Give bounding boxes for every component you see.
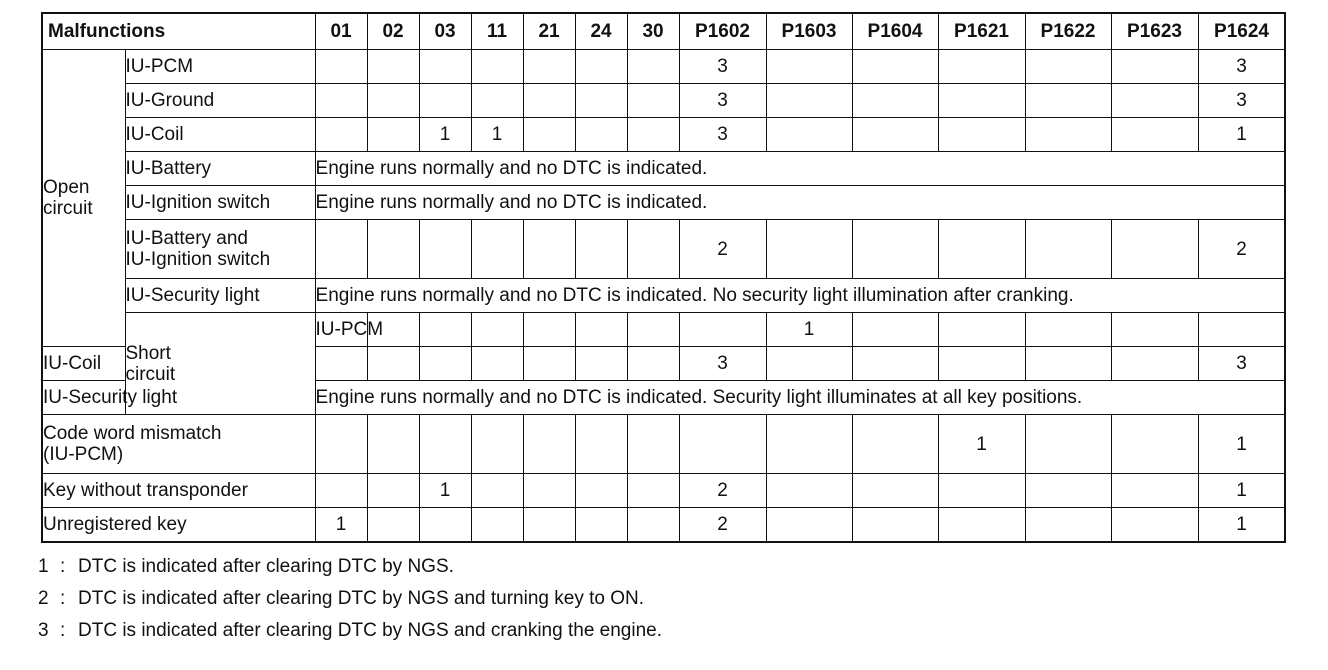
table-cell <box>627 118 679 152</box>
code-header: 03 <box>419 13 471 50</box>
table-cell <box>852 474 938 508</box>
code-header: P1624 <box>1198 13 1285 50</box>
table-cell <box>1111 313 1198 347</box>
table-cell <box>367 84 419 118</box>
row-note: Engine runs normally and no DTC is indicated. Security light illuminates at all key positions. <box>315 381 1285 415</box>
table-cell <box>315 50 367 84</box>
table-cell <box>1025 50 1111 84</box>
row-label: IU-PCM <box>315 313 367 347</box>
table-cell <box>367 508 419 543</box>
table-cell <box>679 313 766 347</box>
legend-separator: : <box>60 620 66 641</box>
table-cell <box>766 84 852 118</box>
table-cell <box>367 50 419 84</box>
table-cell: 2 <box>679 508 766 543</box>
legend-item <box>38 556 454 578</box>
row-note: Engine runs normally and no DTC is indicated. <box>315 152 1285 186</box>
table-cell <box>315 474 367 508</box>
table-cell <box>419 50 471 84</box>
table-cell <box>938 313 1025 347</box>
table-cell <box>852 313 938 347</box>
row-label-line: IU-Battery and <box>125 228 248 249</box>
code-header: 02 <box>367 13 419 50</box>
code-header: 30 <box>627 13 679 50</box>
legend-text: DTC is indicated after clearing DTC by NGS. <box>78 556 454 577</box>
table-row <box>42 508 1285 543</box>
table-cell <box>575 474 627 508</box>
row-label: Key without transponder <box>42 474 315 508</box>
table-row <box>42 50 1285 84</box>
row-label-line: Code word mismatch <box>43 423 222 444</box>
table-cell <box>1025 415 1111 474</box>
table-cell <box>938 50 1025 84</box>
table-cell: 3 <box>679 347 766 381</box>
row-note: Engine runs normally and no DTC is indicated. No security light illumination after cranking. <box>315 279 1285 313</box>
table-cell <box>419 415 471 474</box>
table-cell: 3 <box>679 118 766 152</box>
table-cell: 1 <box>1198 508 1285 543</box>
table-cell <box>315 415 367 474</box>
table-cell <box>471 474 523 508</box>
row-label-line: IU-Ignition switch <box>125 249 271 270</box>
table-cell <box>938 347 1025 381</box>
row-label: IU-Coil <box>125 118 315 152</box>
table-cell <box>766 508 852 543</box>
table-row <box>42 186 1285 220</box>
table-cell: 3 <box>1198 50 1285 84</box>
table-cell <box>766 118 852 152</box>
table-cell: 3 <box>1198 347 1285 381</box>
table-cell <box>1025 347 1111 381</box>
table-cell: 1 <box>419 474 471 508</box>
table-cell <box>627 220 679 279</box>
table-cell <box>315 84 367 118</box>
table-cell <box>766 50 852 84</box>
header-row <box>42 13 1285 50</box>
table-cell <box>1111 347 1198 381</box>
table-cell <box>1025 313 1111 347</box>
table-cell <box>523 50 575 84</box>
table-cell <box>766 474 852 508</box>
table-cell <box>419 84 471 118</box>
legend-number: 3 <box>38 620 49 641</box>
table-cell <box>471 415 523 474</box>
table-cell <box>575 50 627 84</box>
dtc-malfunction-table <box>41 12 1286 543</box>
table-cell <box>766 347 852 381</box>
table-cell: 3 <box>1198 84 1285 118</box>
table-cell <box>367 118 419 152</box>
table-cell <box>471 220 523 279</box>
table-cell <box>315 118 367 152</box>
malfunctions-header: Malfunctions <box>42 13 315 50</box>
legend-number: 2 <box>38 588 49 609</box>
table-cell <box>1025 84 1111 118</box>
table-cell <box>852 50 938 84</box>
table-row <box>42 279 1285 313</box>
table-row <box>42 415 1285 474</box>
table-cell <box>575 313 627 347</box>
table-cell <box>523 313 575 347</box>
table-cell <box>471 508 523 543</box>
table-cell <box>1025 474 1111 508</box>
table-cell <box>1025 508 1111 543</box>
code-header: 21 <box>523 13 575 50</box>
table-cell <box>627 474 679 508</box>
row-label: IU-Ignition switch <box>125 186 315 220</box>
legend-number: 1 <box>38 556 49 577</box>
table-cell <box>938 474 1025 508</box>
table-cell <box>852 508 938 543</box>
table-cell <box>367 347 419 381</box>
table-cell <box>367 415 419 474</box>
table-cell: 2 <box>679 220 766 279</box>
code-header: P1621 <box>938 13 1025 50</box>
table-cell <box>575 220 627 279</box>
table-cell <box>1111 474 1198 508</box>
table-cell <box>852 220 938 279</box>
table-cell: 1 <box>1198 415 1285 474</box>
code-header: P1602 <box>679 13 766 50</box>
table-cell <box>679 415 766 474</box>
table-cell <box>575 347 627 381</box>
table-row <box>42 152 1285 186</box>
table-cell <box>627 415 679 474</box>
table-cell <box>471 313 523 347</box>
table-cell: 2 <box>1198 220 1285 279</box>
legend-separator: : <box>60 556 66 577</box>
table-cell: 2 <box>679 474 766 508</box>
legend-item <box>38 588 644 610</box>
code-header: 24 <box>575 13 627 50</box>
table-cell <box>1111 50 1198 84</box>
table-cell <box>1198 313 1285 347</box>
row-label: Unregistered key <box>42 508 315 543</box>
table-cell <box>419 347 471 381</box>
row-label <box>125 220 315 279</box>
table-cell <box>1025 220 1111 279</box>
table-row <box>42 220 1285 279</box>
table-cell <box>575 415 627 474</box>
table-cell <box>938 84 1025 118</box>
row-label: IU-Security light <box>125 279 315 313</box>
table-cell <box>367 220 419 279</box>
code-header: 11 <box>471 13 523 50</box>
table-cell <box>938 508 1025 543</box>
row-label: IU-PCM <box>125 50 315 84</box>
code-header: P1604 <box>852 13 938 50</box>
legend-text: DTC is indicated after clearing DTC by NGS and turning key to ON. <box>78 588 645 609</box>
row-label: IU-Battery <box>125 152 315 186</box>
table-cell <box>523 118 575 152</box>
table-cell <box>627 313 679 347</box>
code-header: P1623 <box>1111 13 1198 50</box>
table-cell: 1 <box>938 415 1025 474</box>
table-cell <box>367 474 419 508</box>
table-cell <box>419 508 471 543</box>
table-cell <box>575 84 627 118</box>
code-header: P1622 <box>1025 13 1111 50</box>
table-cell <box>766 415 852 474</box>
table-cell <box>471 84 523 118</box>
table-cell <box>1025 118 1111 152</box>
row-label-line: (IU-PCM) <box>43 444 124 465</box>
table-cell <box>419 220 471 279</box>
table-cell <box>575 118 627 152</box>
table-cell <box>852 84 938 118</box>
table-cell <box>627 84 679 118</box>
table-row <box>42 474 1285 508</box>
table-cell <box>938 220 1025 279</box>
row-label <box>42 415 315 474</box>
table-cell <box>523 220 575 279</box>
table-cell <box>852 415 938 474</box>
table-cell <box>1111 415 1198 474</box>
table-cell <box>523 415 575 474</box>
table-cell <box>1111 118 1198 152</box>
table-cell: 1 <box>766 313 852 347</box>
open-circuit-group-label <box>42 50 125 347</box>
group-label-line: Open <box>43 177 90 198</box>
group-label-line: Short <box>125 342 171 364</box>
table-cell: 1 <box>1198 474 1285 508</box>
table-cell <box>627 347 679 381</box>
row-note: Engine runs normally and no DTC is indicated. <box>315 186 1285 220</box>
code-header: P1603 <box>766 13 852 50</box>
table-cell <box>1111 508 1198 543</box>
table-cell <box>852 118 938 152</box>
table-cell: 3 <box>679 84 766 118</box>
table-cell <box>523 347 575 381</box>
table-cell <box>523 474 575 508</box>
group-label-line: circuit <box>125 363 176 385</box>
table-cell: 1 <box>1198 118 1285 152</box>
table-cell: 1 <box>419 118 471 152</box>
table-cell <box>315 347 367 381</box>
table-cell <box>523 508 575 543</box>
table-cell: 1 <box>315 508 367 543</box>
table-cell <box>315 220 367 279</box>
table-row <box>42 313 1285 347</box>
table-cell <box>1111 84 1198 118</box>
table-cell <box>938 118 1025 152</box>
table-cell <box>575 508 627 543</box>
table-cell <box>419 313 471 347</box>
table-cell <box>471 347 523 381</box>
table-cell <box>523 84 575 118</box>
table-cell: 1 <box>471 118 523 152</box>
table-cell <box>627 508 679 543</box>
code-header: 01 <box>315 13 367 50</box>
legend-separator: : <box>60 588 66 609</box>
row-label: IU-Coil <box>42 347 125 381</box>
table-cell: 3 <box>679 50 766 84</box>
row-label: IU-Security light <box>42 381 125 415</box>
legend-text: DTC is indicated after clearing DTC by NGS and cranking the engine. <box>78 620 662 641</box>
table-cell <box>471 50 523 84</box>
table-cell <box>766 220 852 279</box>
table-cell <box>852 347 938 381</box>
group-label-line: circuit <box>43 198 93 219</box>
row-label: IU-Ground <box>125 84 315 118</box>
table-row <box>42 118 1285 152</box>
legend-item <box>38 620 662 642</box>
table-cell <box>627 50 679 84</box>
table-row <box>42 84 1285 118</box>
table-cell <box>1111 220 1198 279</box>
